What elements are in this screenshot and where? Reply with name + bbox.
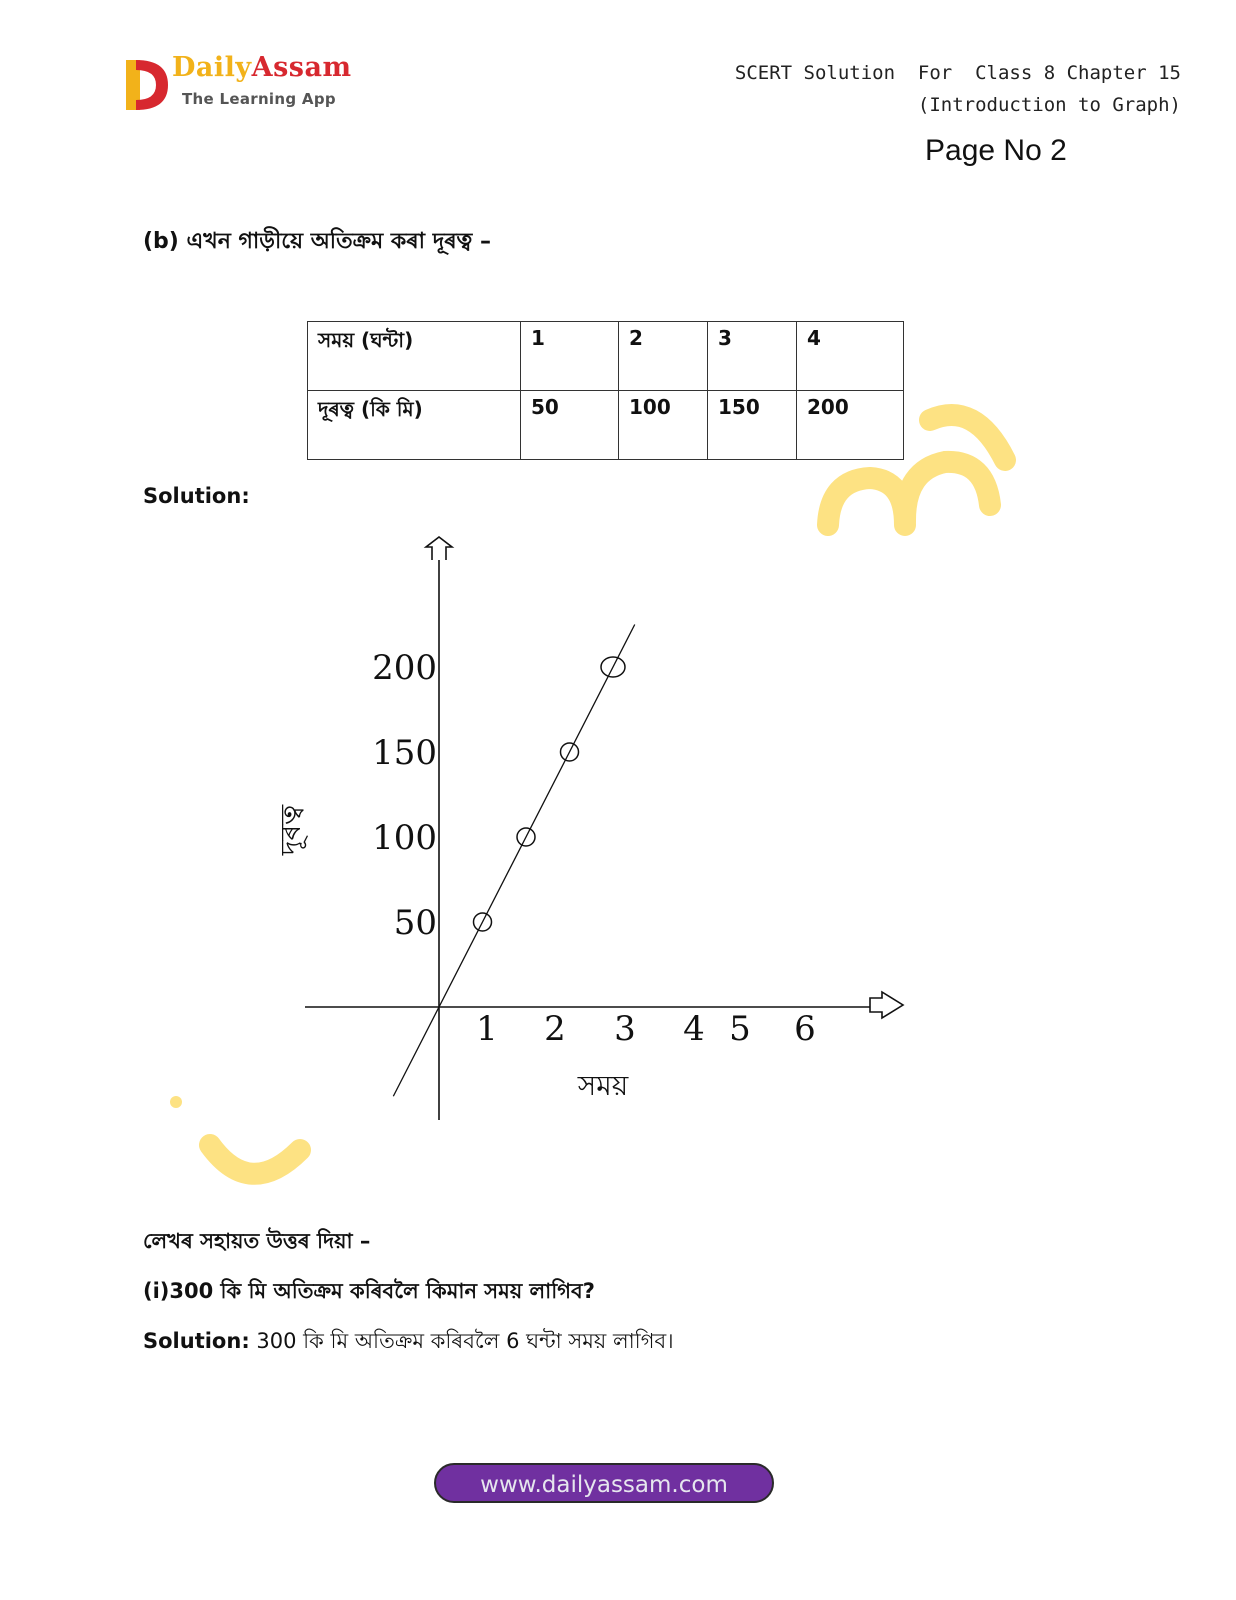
table-cell: 50: [521, 391, 619, 460]
row-label-time: সময় (ঘন্টা): [308, 322, 521, 391]
answer-label: Solution:: [143, 1329, 250, 1353]
x-tick-label: 5: [729, 1009, 751, 1049]
brand-assam: Assam: [251, 52, 352, 83]
subject-line-1: SCERT Solution For Class 8 Chapter 15: [734, 62, 1181, 84]
y-tick-label: 150: [372, 733, 437, 773]
brand-daily: Daily: [172, 52, 252, 83]
y-axis-label: দূৰত্ব: [274, 804, 307, 856]
footer-url-button[interactable]: www.dailyassam.com: [434, 1463, 774, 1503]
question-1: (i)300 কি মি অতিক্ৰম কৰিবলৈ কিমান সময় লাগিব?: [143, 1279, 595, 1303]
table-cell: 150: [708, 391, 797, 460]
section-title: (b) এখন গাড়ীয়ে অতিক্রম কৰা দূৰত্ব –: [143, 229, 491, 254]
y-tick-label: 200: [372, 648, 437, 688]
table-cell: 3: [708, 322, 797, 391]
series-line: [393, 625, 634, 1097]
row-label-distance: দূৰত্ব (কি মি): [308, 391, 521, 460]
x-axis-label: সময়: [577, 1069, 629, 1102]
subject-line-2: (Introduction to Graph): [917, 94, 1181, 116]
table-cell: 1: [521, 322, 619, 391]
x-tick-label: 2: [544, 1009, 566, 1049]
x-tick-label: 4: [683, 1009, 705, 1049]
table-cell: 4: [797, 322, 904, 391]
y-tick-label: 100: [372, 818, 437, 858]
x-tick-label: 1: [476, 1009, 498, 1049]
table-cell: 200: [797, 391, 904, 460]
x-tick-label: 6: [794, 1009, 816, 1049]
solution-label: Solution:: [143, 484, 250, 508]
questions-heading: লেখৰ সহায়ত উত্তৰ দিয়া –: [143, 1229, 371, 1253]
answer-1: [143, 1325, 674, 1360]
y-axis-arrow-icon: [426, 537, 452, 560]
x-axis-arrow-icon: [870, 992, 903, 1018]
table-cell: 100: [619, 391, 708, 460]
answer-text: 300 কি মি অতিক্ৰম কৰিবলৈ 6 ঘন্টা সময় লাগিব।: [249, 1329, 674, 1353]
table-cell: 2: [619, 322, 708, 391]
page-number: Page No 2: [925, 134, 1067, 167]
x-tick-label: 3: [614, 1009, 636, 1049]
y-tick-label: 50: [393, 903, 437, 943]
brand-tagline: The Learning App: [182, 90, 336, 108]
